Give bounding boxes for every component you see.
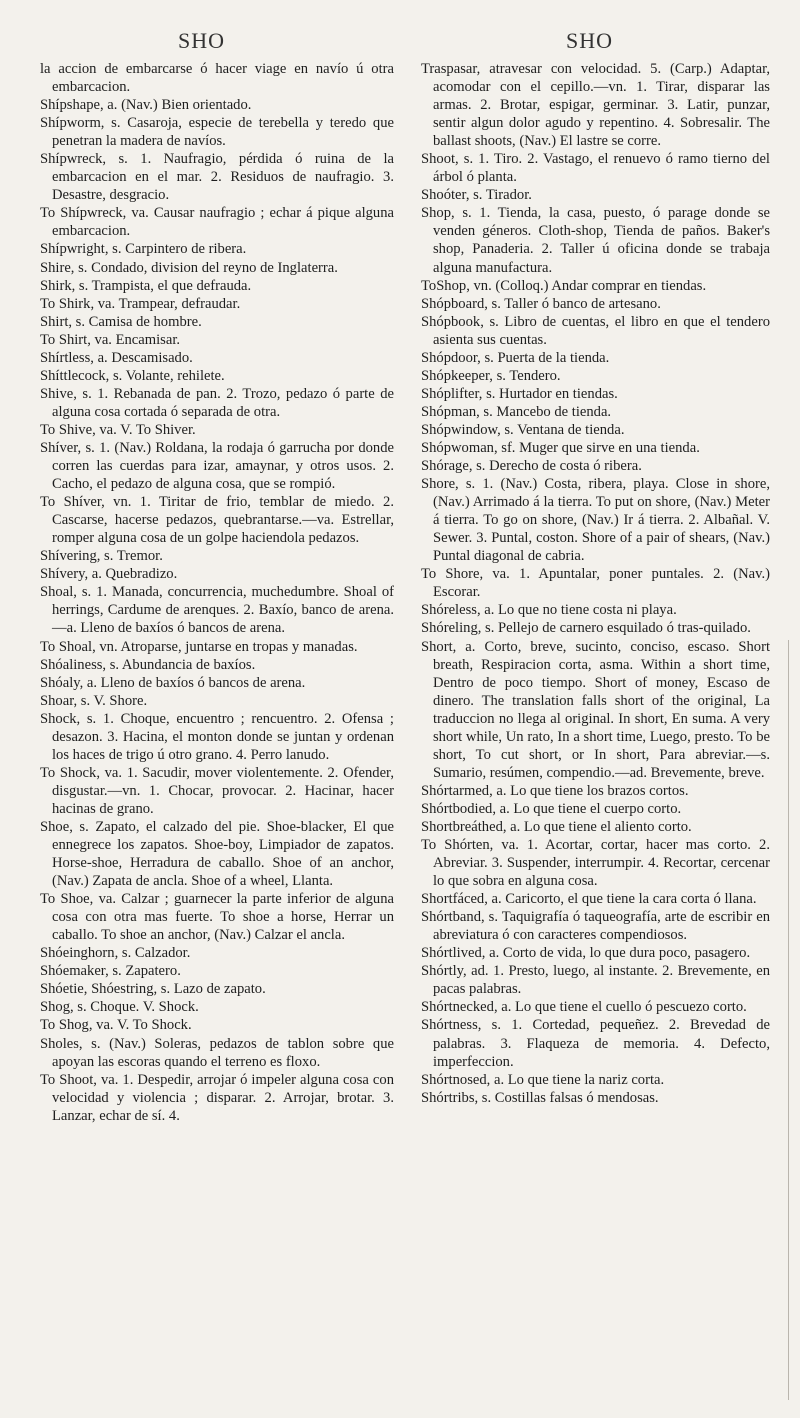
dictionary-entry: Shípwright, s. Carpintero de ribera. — [40, 241, 247, 258]
dictionary-entry: Shíttlecock, s. Volante, rehilete. — [40, 367, 225, 384]
dictionary-entry: Shórtband, s. Taquigrafía ó taqueografía, arte de escribir en abreviatura ó con caracteres compendiosos. — [421, 909, 770, 944]
dictionary-entry: Sholes, s. (Nav.) Soleras, pedazos de tablon sobre que apoyan las escoras quando el terreno es floxo. — [40, 1035, 394, 1070]
dictionary-entry: To Shirt, va. Encamisar. — [40, 331, 181, 348]
dictionary-entry: Shípworm, s. Casaroja, especie de terebella y teredo que penetran la madera de navíos. — [40, 115, 394, 150]
dictionary-entry: Shoe, s. Zapato, el calzado del pie. Shoe-blacker, El que ennegrece los zapatos. Shoe-boy, Limpiador de zapatos. Horse-shoe, Herradura de caballo. Shoe of an anchor, (Nav.) Zapata de ancla. Shoe of a wheel, Llanta. — [40, 818, 394, 890]
dictionary-entry: Shoot, s. 1. Tiro. 2. Vastago, el renuevo ó ramo tierno del árbol ó planta. — [421, 151, 770, 186]
dictionary-entry: Shoar, s. V. Shore. — [40, 692, 148, 709]
header-guideword-right: SHO — [566, 28, 614, 53]
dictionary-entry: ToShop, vn. (Colloq.) Andar comprar en tiendas. — [421, 277, 707, 294]
dictionary-entry: Shog, s. Choque. V. Shock. — [40, 999, 199, 1016]
dictionary-entry: Shírtless, a. Descamisado. — [40, 349, 193, 366]
dictionary-entry: Shópman, s. Mancebo de tienda. — [421, 403, 612, 420]
dictionary-entry: Shórtness, s. 1. Cortedad, pequeñez. 2. Brevedad de palabras. 3. Flaqueza de memoria. 4. Defecto, imperfeccion. — [421, 1017, 770, 1070]
dictionary-entry: To Shirk, va. Trampear, defraudar. — [40, 295, 241, 312]
dictionary-entry: To Shore, va. 1. Apuntalar, poner puntales. 2. (Nav.) Escorar. — [421, 566, 770, 601]
dictionary-entry: Shípwreck, s. 1. Naufragio, pérdida ó ruina de la embarcacion en el mar. 2. Residuos de naufragio. 3. Desastre, desgracio. — [40, 151, 394, 204]
dictionary-entry: Shore, s. 1. (Nav.) Costa, ribera, playa. Close in shore, (Nav.) Arrimado á la tierra. To put on shore, (Nav.) Meter á tierra. To go on shore, (Nav.) Ir á tierra. 2. Albañal. V. Sewer. 3. Puntal, coston. Shore of a pair of shears, (Nav.) Puntal diagonal de cabria. — [421, 476, 770, 565]
dictionary-entry: Shire, s. Condado, division del reyno de Inglaterra. — [40, 259, 338, 276]
dictionary-entry: To Shoot, va. 1. Despedir, arrojar ó impeler alguna cosa con velocidad y violencia ; disparar. 2. Arrojar, brotar. 3. Lanzar, echar de sí. 4. — [40, 1071, 394, 1124]
dictionary-entry: Shive, s. 1. Rebanada de pan. 2. Trozo, pedazo ó parte de alguna cosa cortada ó separada de otra. — [40, 385, 394, 420]
dictionary-entry: To Shoe, va. Calzar ; guarnecer la parte inferior de alguna cosa con otra mas fuerte. To shoe a horse, Herrar un caballo. To shoe an anchor, (Nav.) Calzar el ancla. — [40, 891, 394, 944]
dictionary-entry: Shortfáced, a. Caricorto, el que tiene la cara corta ó llana. — [421, 891, 757, 908]
dictionary-entry: Shópwindow, s. Ventana de tienda. — [421, 421, 625, 438]
dictionary-entry: To Shoal, vn. Atroparse, juntarse en tropas y manadas. — [40, 638, 358, 655]
dictionary-entry: Shórtarmed, a. Lo que tiene los brazos cortos. — [421, 782, 689, 799]
dictionary-entry: Shirt, s. Camisa de hombre. — [40, 313, 202, 330]
dictionary-entry: Shóaly, a. Lleno de baxíos ó bancos de arena. — [40, 674, 306, 691]
dictionary-entry: To Shog, va. V. To Shock. — [40, 1017, 192, 1034]
dictionary-entry: Shóeinghorn, s. Calzador. — [40, 945, 191, 962]
dictionary-entry: Short, a. Corto, breve, sucinto, conciso, escaso. Short breath, Respiracion corta, asma. Within a short time, Dentro de poco tiempo. Short of money, Escaso de dinero. The translation falls short of the original, La traduccion no llega al original. In short, En suma. A very short while, Un rato, In a short time, Luego, presto. To be short, To cut short, or In short, Para abreviar.—s. Sumario, resúmen, compendio.—ad. Brevemente, breve. — [421, 638, 770, 781]
left-column — [40, 60, 394, 1125]
dictionary-entry: Shop, s. 1. Tienda, la casa, puesto, ó parage donde se venden géneros. Cloth-shop, Tienda de paños. Baker's shop, Panaderia. 2. Taller ú oficina donde se trabaja alguna manufactura. — [421, 205, 770, 276]
dictionary-entry: Shíver, s. 1. (Nav.) Roldana, la rodaja ó garrucha por donde corren las cuerdas para izar, amaynar, y otros usos. 2. Cacho, el pedazo de alguna cosa, que se rompió. — [40, 439, 394, 493]
dictionary-entry: Shórage, s. Derecho de costa ó ribera. — [421, 458, 642, 475]
dictionary-entry: la accion de embarcarse ó hacer viage en navío ú otra embarcacion. — [40, 61, 394, 96]
dictionary-entry: Shívery, a. Quebradizo. — [40, 566, 178, 583]
dictionary-entry: Shortbreáthed, a. Lo que tiene el aliento corto. — [421, 818, 692, 835]
dictionary-entry: Shóplifter, s. Hurtador en tiendas. — [421, 385, 618, 402]
dictionary-entry: Shópboard, s. Taller ó banco de artesano. — [421, 295, 661, 312]
dictionary-entry: Shórtlived, a. Corto de vida, lo que dura poco, pasagero. — [421, 945, 751, 962]
running-header — [0, 28, 800, 58]
dictionary-entry: Shípshape, a. (Nav.) Bien orientado. — [40, 97, 252, 114]
dictionary-entry: Shórtbodied, a. Lo que tiene el cuerpo corto. — [421, 800, 682, 817]
dictionary-entry: To Shípwreck, va. Causar naufragio ; echar á pique alguna embarcacion. — [40, 205, 394, 240]
header-guideword-left: SHO — [178, 28, 226, 53]
dictionary-entry: Shívering, s. Tremor. — [40, 548, 163, 565]
dictionary-entry: Shock, s. 1. Choque, encuentro ; rencuentro. 2. Ofensa ; desazon. 3. Hacina, el monton donde se juntan y ordenan los haces de trigo ú otro grano. 4. Perro lanudo. — [40, 710, 394, 763]
page-edge-shadow — [788, 640, 789, 1400]
dictionary-entry: To Shórten, va. 1. Acortar, cortar, hacer mas corto. 2. Abreviar. 3. Suspender, interrumpir. 4. Recortar, cercenar lo que sobra en alguna cosa. — [421, 837, 770, 890]
dictionary-entry: Shópwoman, sf. Muger que sirve en una tienda. — [421, 439, 700, 456]
dictionary-entry: Shórtly, ad. 1. Presto, luego, al instante. 2. Brevemente, en pacas palabras. — [421, 963, 770, 998]
dictionary-entry: To Shíver, vn. 1. Tiritar de frio, temblar de miedo. 2. Cascarse, hacerse pedazos, quebrantarse.—va. Estrellar, romper alguna cosa de un golpe haciendola pedazos. — [40, 494, 394, 547]
dictionary-entry: Shirk, s. Trampista, el que defrauda. — [40, 277, 252, 294]
right-column — [421, 60, 770, 1107]
dictionary-entry: To Shive, va. V. To Shiver. — [40, 421, 196, 438]
dictionary-entry: Shóaliness, s. Abundancia de baxíos. — [40, 656, 256, 673]
dictionary-entry: Shórtribs, s. Costillas falsas ó mendosas. — [421, 1089, 659, 1106]
dictionary-entry: Shóemaker, s. Zapatero. — [40, 963, 181, 980]
dictionary-entry: Shoal, s. 1. Manada, concurrencia, muchedumbre. Shoal of herrings, Cardume de arenques. 2. Baxío, banco de arena.—a. Lleno de baxíos ó bancos de arena. — [40, 584, 394, 637]
dictionary-entry: Shópbook, s. Libro de cuentas, el libro en que el tendero asienta sus cuentas. — [421, 313, 770, 348]
dictionary-entry: Traspasar, atravesar con velocidad. 5. (Carp.) Adaptar, acomodar con el cepillo.—vn. 1. Tirar, disparar las armas. 2. Brotar, espigar, germinar. 3. Latir, punzar, sentir algun dolor agudo y repentino. 4. Sobresalir. The ballast shoots, (Nav.) El lastre se corre. — [421, 61, 770, 150]
dictionary-entry: Shóetie, Shóestring, s. Lazo de zapato. — [40, 981, 266, 998]
dictionary-entry: Shoóter, s. Tirador. — [421, 187, 532, 204]
dictionary-entry: Shórtnecked, a. Lo que tiene el cuello ó pescuezo corto. — [421, 999, 747, 1016]
dictionary-entry: To Shock, va. 1. Sacudir, mover violentemente. 2. Ofender, disgustar.—vn. 1. Chocar, provocar. 2. Hacinar, hacer hacinas de grano. — [40, 764, 394, 817]
dictionary-entry: Shórtnosed, a. Lo que tiene la nariz corta. — [421, 1071, 665, 1088]
dictionary-entry: Shóreless, a. Lo que no tiene costa ni playa. — [421, 602, 677, 619]
dictionary-entry: Shópdoor, s. Puerta de la tienda. — [421, 349, 610, 366]
dictionary-entry: Shóreling, s. Pellejo de carnero esquilado ó tras-quilado. — [421, 620, 751, 637]
dictionary-entry: Shópkeeper, s. Tendero. — [421, 367, 561, 384]
